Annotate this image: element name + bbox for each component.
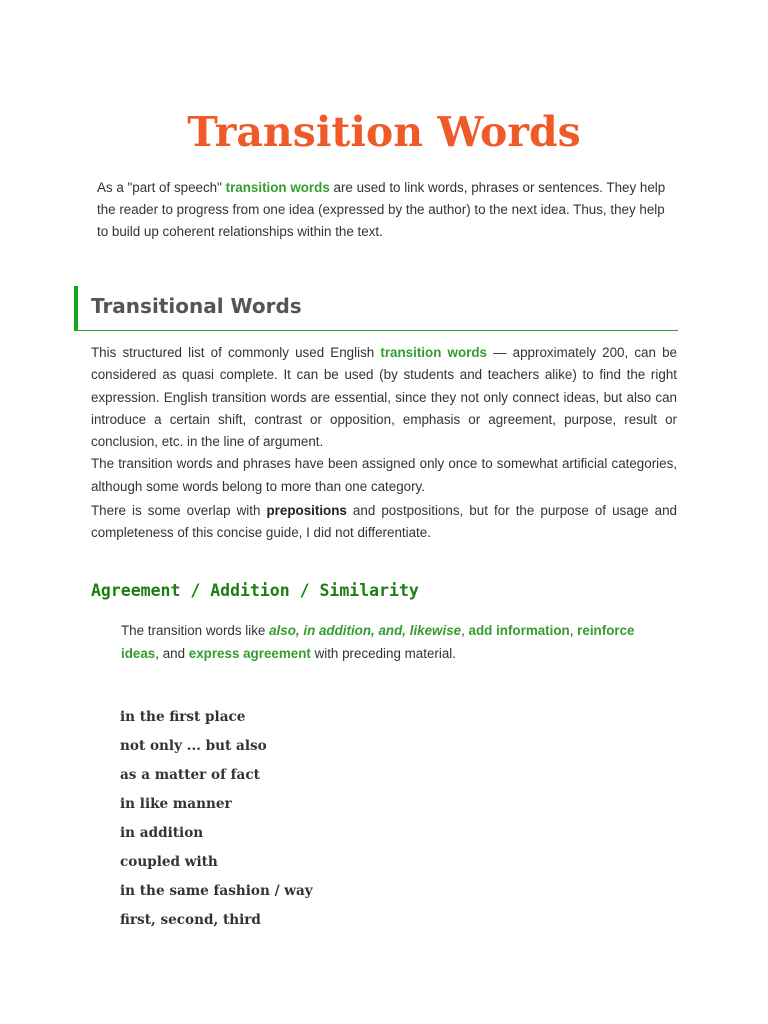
list-item: not only ... but also: [120, 738, 267, 754]
para3-text-start: There is some overlap with: [91, 503, 267, 519]
lead-sep-1: ,: [461, 623, 469, 638]
section-header: [74, 286, 678, 331]
list-item: in addition: [120, 825, 204, 841]
list-item: in like manner: [120, 796, 232, 812]
intro-text-start: As a "part of speech": [97, 180, 226, 195]
transition-words-link-2[interactable]: transition words: [380, 345, 487, 360]
express-agreement-link[interactable]: express agreement: [188, 646, 311, 661]
reinforce-ideas-link[interactable]: reinforce ideas: [121, 623, 635, 661]
lead-sep-2: ,: [569, 623, 578, 638]
list-item: in the first place: [120, 709, 246, 725]
category-heading: Agreement / Addition / Similarity: [91, 581, 419, 600]
list-item: in the same fashion / way: [120, 883, 313, 899]
prepositions-term: prepositions: [266, 503, 347, 519]
section-paragraph-3: [91, 500, 677, 545]
intro-text-end: are used to link words, phrases or sentences. They help the reader to progress from one idea (expressed by the author) to the next idea. Thus, they help to build up coherent relationships within the text.: [97, 180, 666, 239]
page-title: Transition Words: [187, 108, 581, 156]
section-paragraph-1: [91, 342, 677, 453]
lead-text-start: The transition words like: [121, 623, 270, 638]
section-accent-bar: [74, 286, 78, 330]
section-heading: Transitional Words: [91, 294, 302, 318]
list-item: coupled with: [120, 854, 218, 870]
para1-text-end: — approximately 200, can be considered as quasi complete. It can be used (by students and teachers alike) to find the right expression. English transition words are essential, since they not only connect ideas, but also can introduce a certain shift, contrast or opposition, emphasis or agreement, purpose, result or conclusion, etc. in the line of argument.: [91, 345, 677, 450]
list-item: as a matter of fact: [120, 767, 260, 783]
lead-sep-3: , and: [155, 646, 189, 661]
transition-word-list: [120, 703, 313, 935]
para3-text-end: and postpositions, but for the purpose of usage and completeness of this concise guide, I did not differentiate.: [91, 503, 677, 541]
section-body: [91, 342, 677, 545]
para1-text-start: This structured list of commonly used English: [91, 345, 381, 360]
transition-words-link[interactable]: transition words: [225, 180, 330, 195]
add-information-link[interactable]: add information: [468, 623, 570, 638]
intro-paragraph: [97, 177, 675, 243]
section-paragraph-2: The transition words and phrases have been assigned only once to somewhat artificial categories, although some words belong to more than one category.: [91, 456, 677, 494]
category-lead: [121, 619, 641, 665]
example-words: also, in addition, and, likewise: [269, 623, 462, 638]
lead-text-end: with preceding material.: [310, 646, 456, 661]
list-item: first, second, third: [120, 912, 261, 928]
